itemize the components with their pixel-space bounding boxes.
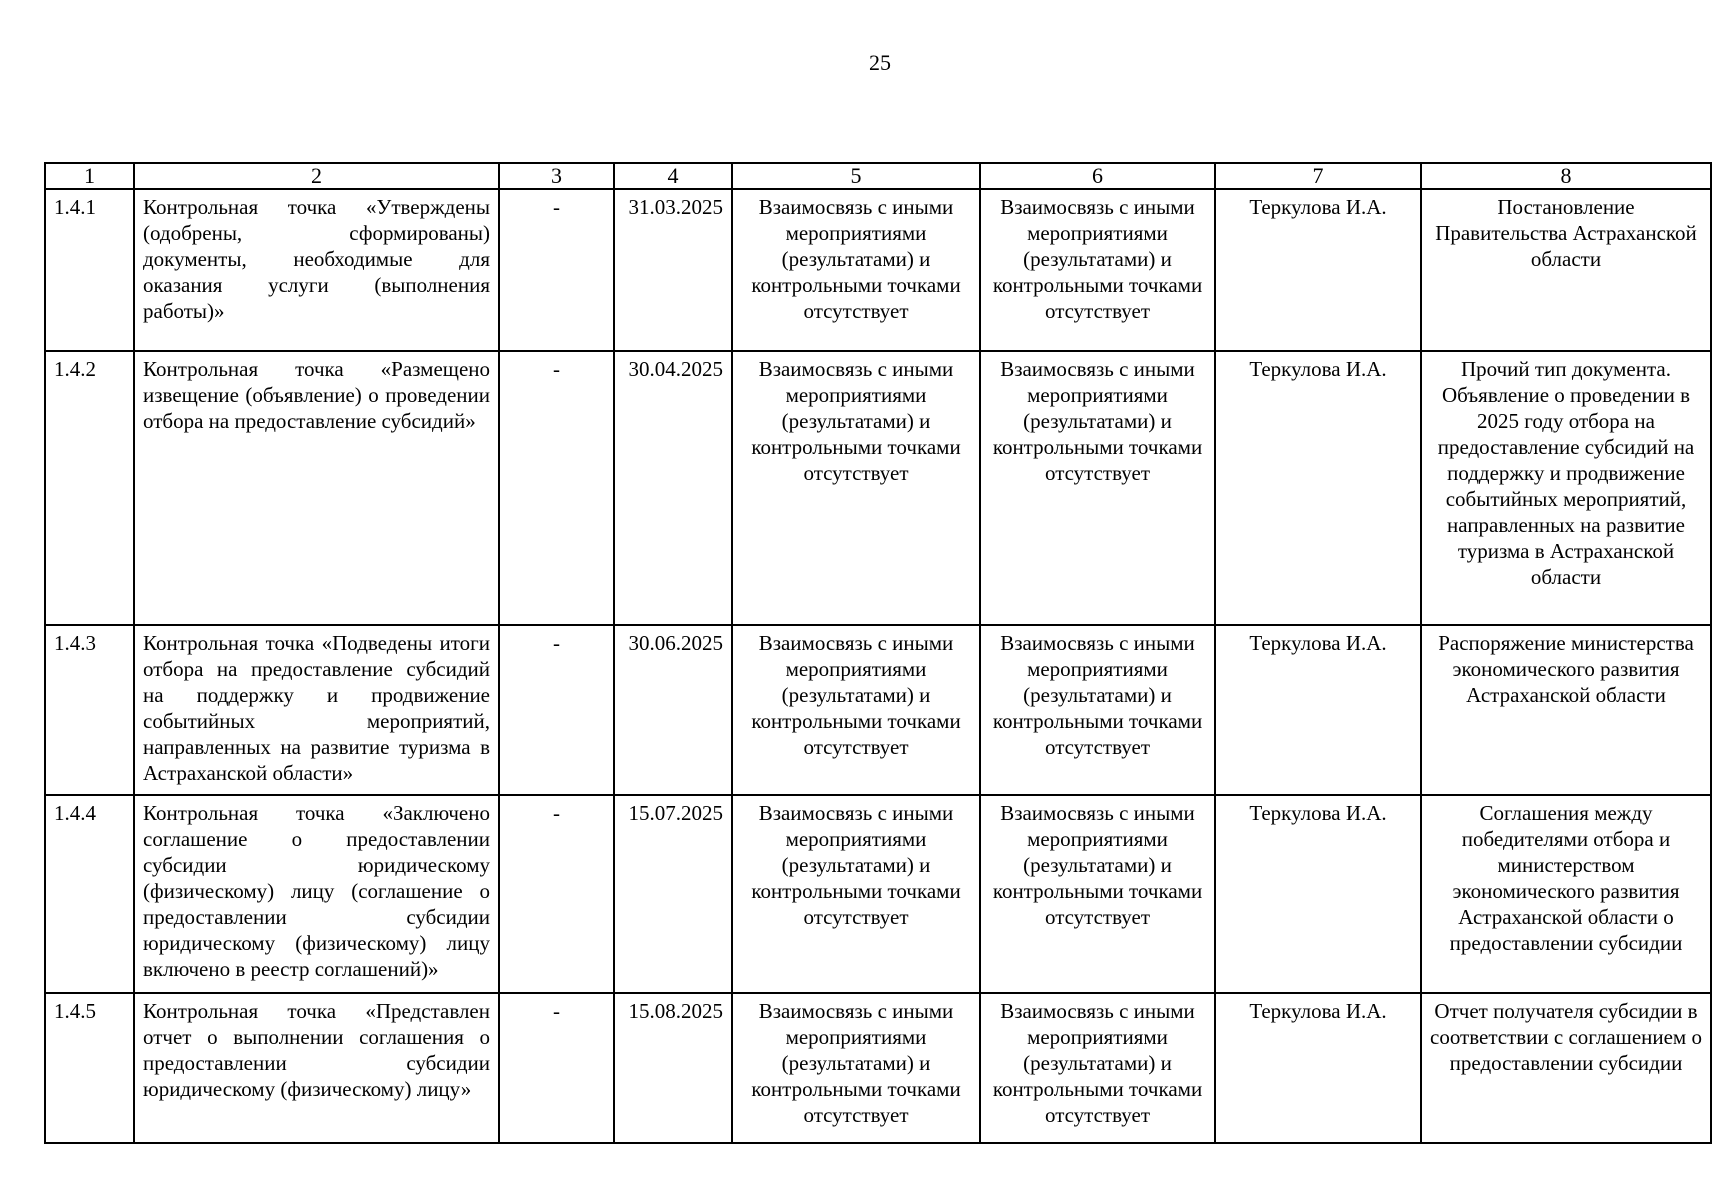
responsible-person: Теркулова И.А. xyxy=(1215,795,1421,993)
responsible-person: Теркулова И.А. xyxy=(1215,351,1421,625)
relation-text: Взаимосвязь с иными мероприятиями (результатами) и контрольными точками отсутствует xyxy=(732,351,980,625)
row-number: 1.4.2 xyxy=(45,351,134,625)
document-type: Распоряжение министерства экономического развития Астраханской области xyxy=(1421,625,1711,795)
responsible-person: Теркулова И.А. xyxy=(1215,993,1421,1143)
deadline-date: 31.03.2025 xyxy=(614,189,732,351)
column-3-value: - xyxy=(499,351,614,625)
table-row xyxy=(45,993,1711,1143)
relation-text: Взаимосвязь с иными мероприятиями (результатами) и контрольными точками отсутствует xyxy=(980,993,1215,1143)
row-number: 1.4.5 xyxy=(45,993,134,1143)
relation-text: Взаимосвязь с иными мероприятиями (результатами) и контрольными точками отсутствует xyxy=(980,795,1215,993)
control-point-name: Контрольная точка «Размещено извещение (объявление) о проведении отбора на предоставление субсидий» xyxy=(134,351,499,625)
control-point-name: Контрольная точка «Подведены итоги отбора на предоставление субсидий на поддержку и продвижение событийных мероприятий, направленных на развитие туризма в Астраханской области» xyxy=(134,625,499,795)
table-header-row xyxy=(45,163,1711,189)
column-header: 6 xyxy=(980,163,1215,189)
relation-text: Взаимосвязь с иными мероприятиями (результатами) и контрольными точками отсутствует xyxy=(732,795,980,993)
column-3-value: - xyxy=(499,625,614,795)
control-point-name: Контрольная точка «Утверждены (одобрены, сформированы) документы, необходимые для оказания услуги (выполнения работы)» xyxy=(134,189,499,351)
document-type: Отчет получателя субсидии в соответствии с соглашением о предоставлении субсидии xyxy=(1421,993,1711,1143)
relation-text: Взаимосвязь с иными мероприятиями (результатами) и контрольными точками отсутствует xyxy=(980,625,1215,795)
deadline-date: 30.04.2025 xyxy=(614,351,732,625)
control-point-name: Контрольная точка «Представлен отчет о выполнении соглашения о предоставлении субсидии юридическому (физическому) лицу» xyxy=(134,993,499,1143)
relation-text: Взаимосвязь с иными мероприятиями (результатами) и контрольными точками отсутствует xyxy=(980,189,1215,351)
column-header: 8 xyxy=(1421,163,1711,189)
column-header: 2 xyxy=(134,163,499,189)
responsible-person: Теркулова И.А. xyxy=(1215,625,1421,795)
table-row xyxy=(45,189,1711,351)
column-3-value: - xyxy=(499,189,614,351)
relation-text: Взаимосвязь с иными мероприятиями (результатами) и контрольными точками отсутствует xyxy=(732,993,980,1143)
document-type: Соглашения между победителями отбора и министерством экономического развития Астраханской области о предоставлении субсидии xyxy=(1421,795,1711,993)
deadline-date: 30.06.2025 xyxy=(614,625,732,795)
relation-text: Взаимосвязь с иными мероприятиями (результатами) и контрольными точками отсутствует xyxy=(980,351,1215,625)
relation-text: Взаимосвязь с иными мероприятиями (результатами) и контрольными точками отсутствует xyxy=(732,625,980,795)
table-row xyxy=(45,795,1711,993)
row-number: 1.4.3 xyxy=(45,625,134,795)
row-number: 1.4.4 xyxy=(45,795,134,993)
relation-text: Взаимосвязь с иными мероприятиями (результатами) и контрольными точками отсутствует xyxy=(732,189,980,351)
control-point-name: Контрольная точка «Заключено соглашение о предоставлении субсидии юридическому (физическому) лицу (соглашение о предоставлении субсидии юридическому (физическому) лицу включено в реестр соглашений)» xyxy=(134,795,499,993)
column-header: 4 xyxy=(614,163,732,189)
row-number: 1.4.1 xyxy=(45,189,134,351)
page-number: 25 xyxy=(869,50,891,75)
column-header: 1 xyxy=(45,163,134,189)
responsible-person: Теркулова И.А. xyxy=(1215,189,1421,351)
deadline-date: 15.07.2025 xyxy=(614,795,732,993)
column-3-value: - xyxy=(499,993,614,1143)
document-type: Постановление Правительства Астраханской области xyxy=(1421,189,1711,351)
table-row xyxy=(45,625,1711,795)
column-3-value: - xyxy=(499,795,614,993)
column-header: 3 xyxy=(499,163,614,189)
column-header: 5 xyxy=(732,163,980,189)
control-points-table xyxy=(44,162,1712,1144)
column-header: 7 xyxy=(1215,163,1421,189)
document-type: Прочий тип документа. Объявление о проведении в 2025 году отбора на предоставление субсидий на поддержку и продвижение событийных мероприятий, направленных на развитие туризма в Астраханской области xyxy=(1421,351,1711,625)
deadline-date: 15.08.2025 xyxy=(614,993,732,1143)
table-row xyxy=(45,351,1711,625)
